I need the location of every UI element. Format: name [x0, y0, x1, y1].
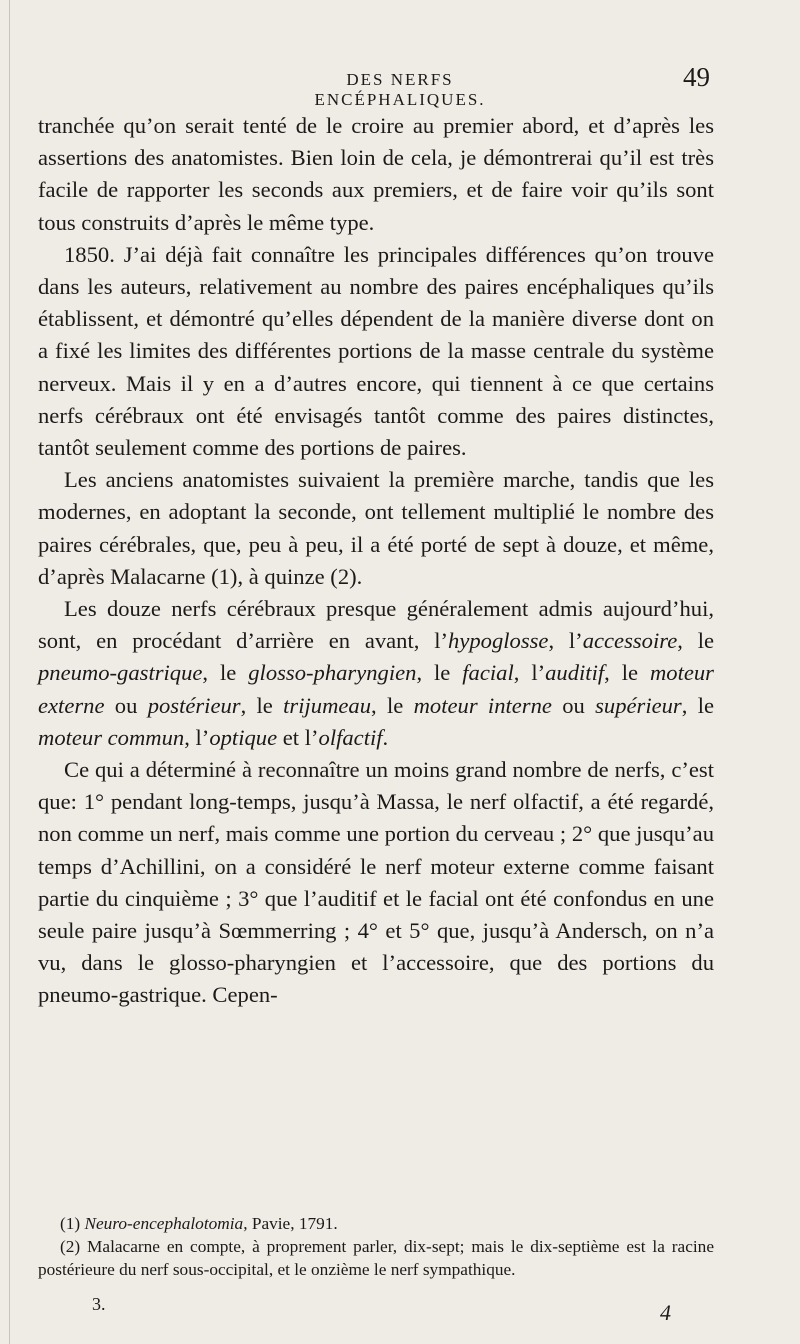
nerve-pneumo: pneumo-gastrique — [38, 660, 203, 686]
nerve-hypoglosse: hypoglosse — [448, 628, 549, 654]
footnote-1-mark: (1) — [60, 1214, 81, 1233]
nerve-moteur-interne: moteur interne — [413, 692, 552, 718]
nerve-facial: facial — [462, 660, 514, 686]
nerve-moteur-externe: moteur externe — [38, 660, 714, 718]
footnote-1-title: Neuro-encephalotomia — [84, 1214, 244, 1233]
nerve-auditif: auditif — [545, 660, 605, 686]
page-edge — [9, 0, 10, 1344]
nerve-posterieur: postérieur — [147, 692, 241, 718]
nerve-superieur: supérieur — [595, 692, 682, 718]
nerve-glosso: glosso-pharyngien — [248, 660, 417, 686]
footnote-2: (2) Malacarne en compte, à proprement parler, dix-sept; mais le dix-septième est la racine postérieure du nerf sous-occipital, et le onzième le nerf sympathique. — [38, 1237, 714, 1279]
paragraph-nerves: Les douze nerfs cérébraux presque généralement admis aujourd’hui, sont, en procédant d’arrière en avant, l’hypoglosse, l’accessoire, le pneumo-gastrique, le glosso-pharyngien, le facial, l’auditif, le moteur externe ou postérieur, le trijumeau, le moteur interne ou supérieur, le moteur commun, l’optique et l’olfactif. — [38, 596, 714, 750]
running-title: DES NERFS ENCÉPHALIQUES. — [314, 70, 486, 109]
footnote-1-rest: , Pavie, 1791. — [243, 1214, 338, 1233]
paragraph-3: Les anciens anatomistes suivaient la première marche, tandis que les modernes, en adoptant la seconde, ont tellement multiplié le nombre des paires cérébrales, que, peu à peu, il a été porté de sept à douze, et même, d’après Malacarne (1), à quinze (2). — [38, 467, 714, 589]
paragraph-1: tranchée qu’on serait tenté de le croire au premier abord, et d’après les assertions des anatomistes. Bien loin de cela, je démontrerai qu’il est très facile de rapporter les seconds aux premiers, et de faire voir qu’ils sont tous construits d’après le même type. — [38, 113, 714, 235]
body-text — [38, 110, 714, 1012]
footnote-1 — [38, 1212, 714, 1235]
nerve-accessoire: accessoire — [582, 628, 678, 654]
nerve-moteur-commun: moteur commun — [38, 724, 185, 750]
catchword: 4 — [660, 1300, 671, 1325]
paragraph-4: Ce qui a déterminé à reconnaître un moins grand nombre de nerfs, c’est que: 1° pendant long-temps, jusqu’à Massa, le nerf olfactif, a été regardé, non comme un nerf, mais comme une portion du cerveau ; 2° que jusqu’au temps d’Achillini, on a considéré le nerf moteur externe comme faisant partie du cinquième ; 3° que l’auditif et le facial ont été confondus en une seule paire jusqu’à Sœmmerring ; 4° et 5° que, jusqu’à Andersch, on n’a vu, dans le glosso-pharyngien et l’accessoire, que des portions du pneumo-gastrique. Cepen- — [38, 757, 714, 1008]
nerve-olfactif: olfactif — [318, 724, 383, 750]
footnotes — [38, 1212, 714, 1281]
nerve-optique: optique — [209, 724, 278, 750]
paragraph-2: 1850. J’ai déjà fait connaître les principales différences qu’on trouve dans les auteurs, relativement au nombre des paires encéphaliques qu’ils établissent, et démontré qu’elles dépendent de la manière diverse dont on a fixé les limites des différentes portions de la masse centrale du système nerveux. Mais il y en a d’autres encore, qui tiennent à ce que certains nerfs cérébraux ont été envisagés tantôt comme des paires distinctes, tantôt seulement comme des portions de paires. — [38, 241, 714, 461]
signature-mark: 3. — [92, 1294, 106, 1314]
nerve-trijumeau: trijumeau — [283, 692, 372, 718]
page-number: 49 — [683, 62, 710, 92]
nerves-intro: Les douze nerfs cérébraux presque généralement admis aujourd’hui, sont, en procédant d’arrière en avant, l’ — [38, 596, 714, 654]
